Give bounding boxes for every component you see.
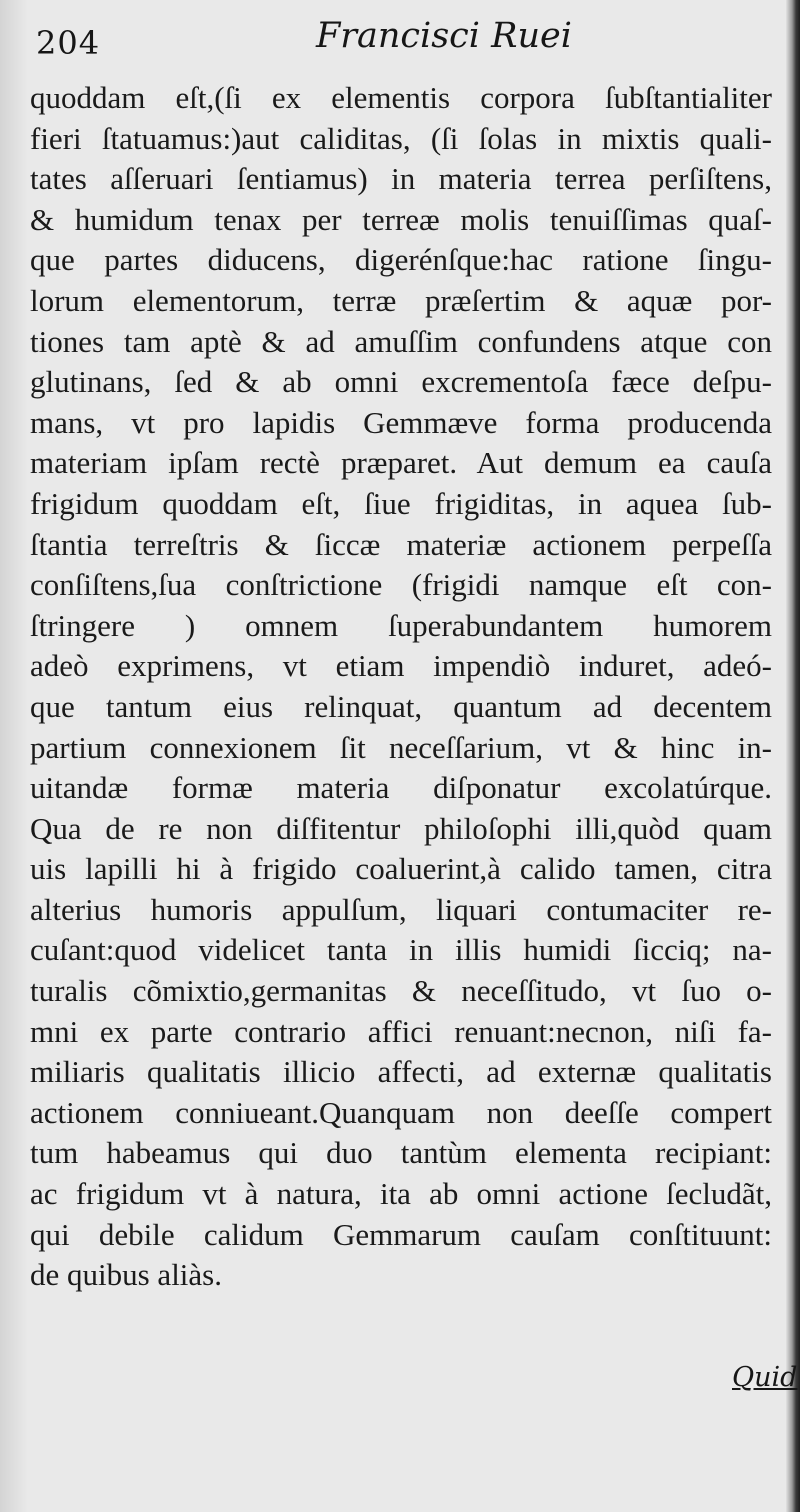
- text-line: glutinans, ſed & ab omni excrementoſa fæce deſpu-: [30, 364, 772, 400]
- text-line: ſtantia terreſtris & ſiccæ materiæ actionem perpeſſa: [30, 526, 772, 562]
- page-gutter-shadow: [0, 0, 28, 1512]
- text-line: quoddam eſt,(ſi ex elementis corpora ſubſtantialiter: [30, 80, 772, 115]
- text-line: alterius humoris appulſum, liquari contumaciter re-: [30, 891, 772, 927]
- text-line: ac frigidum vt à natura, ita ab omni actione ſecludãt,: [30, 1176, 772, 1212]
- page-header: [36, 8, 766, 68]
- text-line: mans, vt pro lapidis Gemmæve forma producenda: [30, 404, 772, 440]
- catchword: Quid: [732, 1362, 798, 1393]
- text-line: & humidum tenax per terreæ molis tenuiſſimas quaſ-: [30, 201, 772, 237]
- text-line: tates aſſeruari ſentiamus) in materia terrea perſiſtens,: [30, 161, 772, 197]
- text-line: uitandæ formæ materia diſponatur excolatúrque.: [30, 770, 772, 806]
- text-line: ſtringere ) omnem ſuperabundantem humorem: [30, 607, 772, 643]
- text-line: que partes diducens, digerénſque:hac ratione ſingu-: [30, 242, 772, 278]
- text-line: fieri ſtatuamus:)aut caliditas, (ſi ſolas in mixtis quali-: [30, 120, 772, 156]
- text-line: uis lapilli hi à frigido coaluerint,à calido tamen, citra: [30, 851, 772, 887]
- text-line: qui debile calidum Gemmarum cauſam conſtituunt:: [30, 1216, 772, 1252]
- text-line: que tantum eius relinquat, quantum ad decentem: [30, 688, 772, 724]
- text-line: miliaris qualitatis illicio affecti, ad externæ qualitatis: [30, 1054, 772, 1090]
- text-line: frigidum quoddam eſt, ſiue frigiditas, in aquea ſub-: [30, 485, 772, 521]
- text-line: cuſant:quod videlicet tanta in illis humidi ſicciq; na-: [30, 932, 772, 968]
- text-line: tiones tam aptè & ad amuſſim confundens atque con: [30, 323, 772, 359]
- text-line: actionem conniueant.Quanquam non deeſſe compert: [30, 1094, 772, 1130]
- text-line: mni ex parte contrario affici renuant:necnon, niſi fa-: [30, 1013, 772, 1049]
- running-head: Francisci Ruei: [316, 16, 572, 56]
- text-line: partium connexionem ſit neceſſarium, vt & hinc in-: [30, 729, 772, 765]
- text-line: conſiſtens,ſua conſtrictione (frigidi namque eſt con-: [30, 567, 772, 603]
- text-line: tum habeamus qui duo tantùm elementa recipiant:: [30, 1135, 772, 1171]
- text-line: de quibus aliàs.: [30, 1257, 222, 1293]
- text-line: adeò exprimens, vt etiam impendiò induret, adeó-: [30, 648, 772, 684]
- text-line: materiam ipſam rectè præparet. Aut demum ea cauſa: [30, 445, 772, 481]
- page-number: 204: [36, 24, 101, 62]
- text-line: lorum elementorum, terræ præſertim & aquæ por-: [30, 282, 772, 318]
- text-line: turalis cõmixtio,germanitas & neceſſitudo, vt ſuo o-: [30, 973, 772, 1009]
- body-text: [30, 78, 800, 1296]
- text-line: Qua de re non diſfitentur philoſophi illi,quòd quam: [30, 810, 772, 846]
